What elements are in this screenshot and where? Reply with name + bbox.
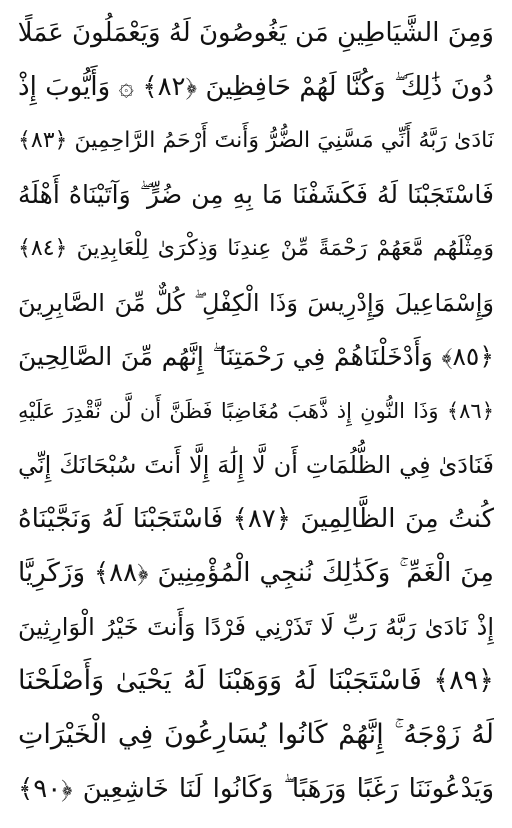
text-line-8: ﴿٨٦﴾ وَذَا النُّونِ إِذ ذَّهَبَ مُغَاضِبًا فَظَنَّ أَن لَّن نَّقْدِرَ عَلَيْهِ — [18, 399, 494, 423]
text-line-1: وَمِنَ الشَّيَاطِينِ مَن يَغُوصُونَ لَهُ وَيَعْمَلُونَ عَمَلًا — [18, 18, 494, 48]
text-line-9: فَنَادَىٰ فِي الظُّلُمَاتِ أَن لَّا إِلَٰهَ إِلَّا أَنتَ سُبْحَانَكَ إِنِّي — [18, 451, 494, 479]
text-line-7: ﴿٨٥﴾ وَأَدْخَلْنَاهُمْ فِي رَحْمَتِنَا ۖ إِنَّهُم مِّنَ الصَّالِحِينَ — [18, 342, 494, 371]
text-line-2: دُونَ ذَٰلِكَ ۖ وَكُنَّا لَهُمْ حَافِظِينَ ﴿٨٢﴾ ۞ وَأَيُّوبَ إِذْ — [18, 72, 494, 102]
text-line-3: نَادَىٰ رَبَّهُ أَنِّي مَسَّنِيَ الضُّرُّ وَأَنتَ أَرْحَمُ الرَّاحِمِينَ ﴿٨٣﴾ — [18, 128, 494, 153]
text-line-15: وَيَدْعُونَنَا رَغَبًا وَرَهَبًا ۖ وَكَانُوا لَنَا خَاشِعِينَ ﴿٩٠﴾ — [18, 774, 494, 804]
text-line-6: وَإِسْمَاعِيلَ وَإِدْرِيسَ وَذَا الْكِفْلِ ۖ كُلٌّ مِّنَ الصَّابِرِينَ — [18, 289, 494, 317]
text-line-10: كُنتُ مِنَ الظَّالِمِينَ ﴿٨٧﴾ فَاسْتَجَبْنَا لَهُ وَنَجَّيْنَاهُ — [18, 504, 494, 534]
text-line-13: ﴿٨٩﴾ فَاسْتَجَبْنَا لَهُ وَوَهَبْنَا لَهُ يَحْيَىٰ وَأَصْلَحْنَا — [18, 665, 494, 696]
text-line-11: مِنَ الْغَمِّ ۚ وَكَذَٰلِكَ نُنجِي الْمُؤْمِنِينَ ﴿٨٨﴾ وَزَكَرِيَّا — [18, 558, 494, 588]
text-line-12: إِذْ نَادَىٰ رَبَّهُ رَبِّ لَا تَذَرْنِي فَرْدًا وَأَنتَ خَيْرُ الْوَارِثِينَ — [18, 613, 494, 641]
text-line-4: فَاسْتَجَبْنَا لَهُ فَكَشَفْنَا مَا بِهِ مِن ضُرٍّ ۖ وَآتَيْنَاهُ أَهْلَهُ — [18, 180, 494, 209]
text-line-5: وَمِثْلَهُم مَّعَهُمْ رَحْمَةً مِّنْ عِندِنَا وَذِكْرَىٰ لِلْعَابِدِينَ ﴿٨٤﴾ — [18, 236, 494, 261]
text-line-14: لَهُ زَوْجَهُ ۚ إِنَّهُمْ كَانُوا يُسَارِعُونَ فِي الْخَيْرَاتِ — [18, 719, 494, 750]
